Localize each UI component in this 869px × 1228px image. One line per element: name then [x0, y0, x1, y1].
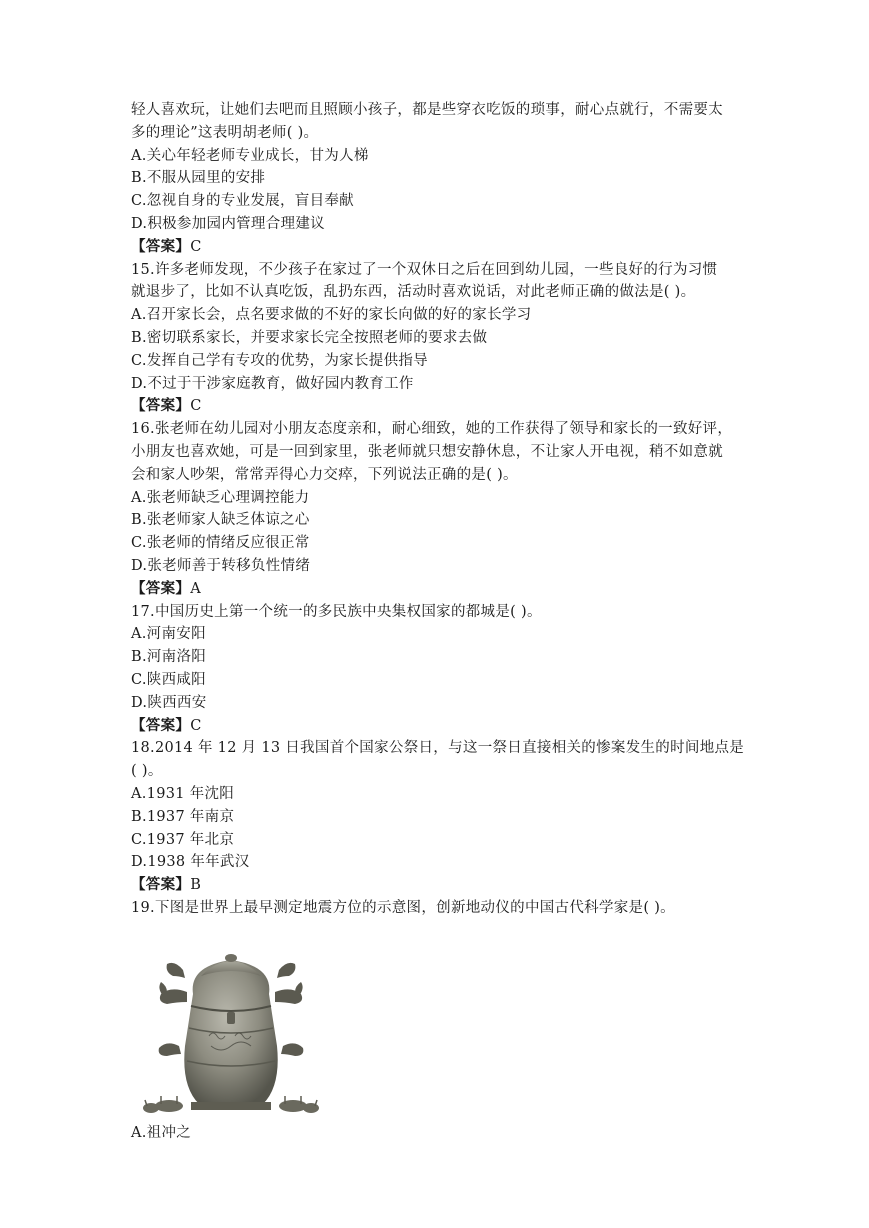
option-d: D.不过于干涉家庭教育，做好园内教育工作	[131, 375, 414, 392]
option-d: D.积极参加园内管理合理建议	[131, 215, 325, 232]
question-18	[131, 737, 745, 897]
question-stem-line: 多的理论”这表明胡老师( )。	[131, 124, 319, 141]
answer-value: C	[190, 238, 202, 255]
answer-line	[131, 236, 741, 259]
question-stem-line: 小朋友也喜欢她，可是一回到家里，张老师就只想安静休息，不让家人开电视，稍不如意就	[131, 443, 723, 460]
question-stem-line: 会和家人吵架，常常弄得心力交瘁，下列说法正确的是( )。	[131, 466, 518, 483]
option-b: B.张老师家人缺乏体谅之心	[131, 512, 310, 529]
option-c: C.发挥自己学有专攻的优势，为家长提供指导	[131, 352, 428, 369]
answer-line	[131, 395, 741, 418]
question-15	[131, 259, 741, 419]
answer-value: A	[190, 580, 201, 597]
option-d: D.张老师善于转移负性情绪	[131, 557, 311, 574]
option-c: C.张老师的情绪反应很正常	[131, 535, 310, 552]
answer-line	[131, 578, 741, 601]
option-a: A.河南安阳	[131, 626, 206, 643]
option-b: B.河南洛阳	[131, 649, 207, 666]
answer-value: C	[190, 717, 202, 734]
question-stem-line: 19.下图是世界上最早测定地震方位的示意图，创新地动仪的中国古代科学家是( )。	[131, 899, 675, 916]
option-a: A.1931 年沈阳	[131, 785, 235, 802]
option-a: A.召开家长会，点名要求做的不好的家长向做的好的家长学习	[131, 307, 532, 324]
option-d: D.1938 年年武汉	[131, 854, 250, 871]
option-c: C.陕西咸阳	[131, 671, 206, 688]
answer-label: 【答案】	[131, 716, 191, 734]
question-stem-line: ( )。	[131, 763, 163, 780]
option-c: C.1937 年北京	[131, 831, 235, 848]
option-a: A.张老师缺乏心理调控能力	[131, 489, 310, 506]
answer-line	[131, 715, 741, 738]
question-stem-line: 17.中国历史上第一个统一的多民族中央集权国家的都城是( )。	[131, 603, 542, 620]
answer-label: 【答案】	[131, 237, 191, 255]
question-stem-line: 15.许多老师发现，不少孩子在家过了一个双休日之后在回到幼儿园，一些良好的行为习惯	[131, 261, 718, 278]
question-stem-line: 18.2014 年 12 月 13 日我国首个国家公祭日，与这一祭日直接相关的惨案发生的时间地点是	[131, 740, 745, 757]
option-a: A.祖冲之	[131, 1124, 192, 1141]
question-16	[131, 418, 741, 600]
answer-label: 【答案】	[131, 579, 191, 597]
option-b: B.密切联系家长，并要求家长完全按照老师的要求去做	[131, 329, 488, 346]
answer-value: B	[190, 877, 202, 894]
option-d: D.陕西西安	[131, 694, 207, 711]
option-b: B.1937 年南京	[131, 808, 235, 825]
question-19	[131, 897, 741, 1145]
answer-value: C	[190, 398, 202, 415]
question-stem-line: 就退步了，比如不认真吃饭，乱扔东西，活动时喜欢说话，对此老师正确的做法是( )。	[131, 284, 696, 301]
answer-label: 【答案】	[131, 876, 191, 894]
answer-label: 【答案】	[131, 397, 191, 415]
answer-line	[131, 874, 741, 897]
question-stem-line: 16.张老师在幼儿园对小朋友态度亲和，耐心细致，她的工作获得了领导和家长的一致好评，	[131, 421, 733, 438]
question-17	[131, 601, 741, 738]
document-page	[131, 99, 745, 1144]
question-stem-line: 轻人喜欢玩，让她们去吧而且照顾小孩子，都是些穿衣吃饭的琐事，耐心点就行，不需要太	[131, 102, 723, 118]
question-14	[131, 99, 741, 259]
option-c: C.忽视自身的专业发展，盲目奉献	[131, 193, 354, 210]
option-b: B.不服从园里的安排	[131, 170, 266, 187]
seismoscope-photo-icon	[131, 936, 331, 1116]
option-a: A.关心年轻老师专业成长，甘为人梯	[131, 147, 369, 164]
